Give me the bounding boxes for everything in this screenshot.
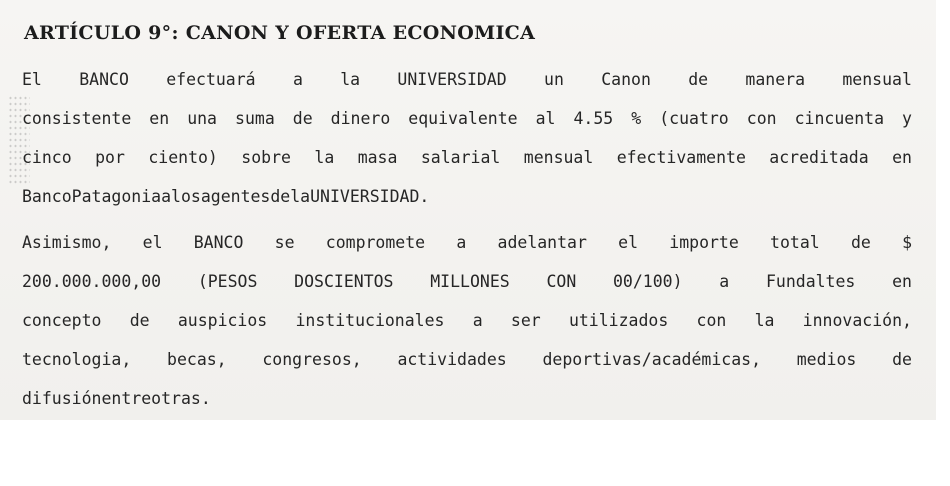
word: (PESOS — [197, 272, 258, 291]
word: a — [456, 233, 467, 252]
word: la — [314, 148, 335, 167]
word: con — [746, 109, 777, 128]
article-heading: ARTÍCULO 9°: CANON Y OFERTA ECONOMICA — [24, 22, 536, 44]
word: El — [22, 70, 42, 89]
word: tecnologia, — [22, 350, 132, 369]
word: deportivas/académicas, — [542, 350, 761, 369]
word: $ — [902, 233, 912, 252]
paragraph-line — [22, 308, 912, 347]
word: ciento) — [148, 148, 218, 167]
word: medios — [796, 350, 857, 369]
word: Fundaltes — [765, 272, 856, 291]
word: se — [274, 233, 295, 252]
paragraph-line — [22, 230, 912, 269]
word: en — [149, 109, 170, 128]
word: mensual — [523, 148, 594, 167]
word: compromete — [325, 233, 426, 252]
word: a — [161, 187, 172, 206]
paragraph-line — [22, 347, 912, 386]
word: equivalente — [408, 109, 518, 128]
paragraph-canon — [22, 67, 912, 223]
word: UNIVERSIDAD — [397, 70, 507, 89]
word: de — [892, 350, 912, 369]
word: cincuenta — [794, 109, 884, 128]
word: BANCO — [79, 70, 129, 89]
word: Patagonia — [71, 187, 162, 206]
word: innovación, — [802, 311, 912, 330]
word: dinero — [330, 109, 391, 128]
word: concepto — [22, 311, 102, 330]
word: auspicios — [177, 311, 268, 330]
word: por — [95, 148, 125, 167]
word: de — [850, 233, 871, 252]
word: suma — [235, 109, 275, 128]
word: CON — [546, 272, 577, 291]
word: MILLONES — [430, 272, 510, 291]
word: acreditada — [769, 148, 869, 167]
paragraph-line — [22, 269, 912, 308]
word: becas, — [167, 350, 227, 369]
paragraph-line — [22, 67, 912, 106]
word: Banco — [22, 187, 72, 206]
word: sobre — [241, 148, 291, 167]
word: de — [688, 70, 709, 89]
word: el — [618, 233, 639, 252]
word: los — [171, 187, 201, 206]
word: Asimismo, — [22, 233, 112, 252]
word: % — [631, 109, 642, 128]
word: el — [142, 233, 163, 252]
word: ser — [510, 311, 541, 330]
word: BANCO — [193, 233, 244, 252]
paragraph-line — [22, 145, 912, 184]
paragraph-line — [22, 184, 912, 223]
word: 4.55 — [573, 109, 614, 128]
word: mensual — [842, 70, 912, 89]
word: y — [902, 109, 912, 128]
word: con — [696, 311, 727, 330]
paragraph-line — [22, 386, 912, 425]
word: de — [129, 311, 150, 330]
word: a — [292, 70, 303, 89]
word: (cuatro — [659, 109, 729, 128]
word: actividades — [397, 350, 507, 369]
word: DOSCIENTOS — [294, 272, 394, 291]
word: cinco — [22, 148, 72, 167]
word: importe — [669, 233, 739, 252]
word: difusión — [22, 389, 102, 408]
word: adelantar — [497, 233, 587, 252]
word: la — [340, 70, 361, 89]
word: 200.000.000,00 — [22, 272, 162, 291]
word: en — [892, 272, 912, 291]
word: total — [770, 233, 820, 252]
paragraph-adelanto — [22, 230, 912, 425]
word: de — [270, 187, 291, 206]
paragraph-line — [22, 106, 912, 145]
word: agentes — [200, 187, 271, 206]
word: entre — [101, 389, 152, 408]
word: UNIVERSIDAD. — [310, 187, 430, 206]
word: salarial — [420, 148, 501, 167]
word: efectuará — [166, 70, 256, 89]
word: de — [292, 109, 313, 128]
word: utilizados — [568, 311, 669, 330]
word: en — [892, 148, 912, 167]
word: a — [472, 311, 483, 330]
word: 00/100) — [613, 272, 683, 291]
word: institucionales — [295, 311, 445, 330]
word: a — [719, 272, 730, 291]
word: la — [290, 187, 311, 206]
word: al — [535, 109, 556, 128]
word: la — [754, 311, 775, 330]
word: efectivamente — [616, 148, 746, 167]
word: un — [544, 70, 564, 89]
word: una — [187, 109, 217, 128]
word: congresos, — [262, 350, 362, 369]
word: Canon — [601, 70, 651, 89]
word: consistente — [22, 109, 132, 128]
word: manera — [745, 70, 806, 89]
word: otras. — [151, 389, 211, 408]
word: masa — [357, 148, 398, 167]
